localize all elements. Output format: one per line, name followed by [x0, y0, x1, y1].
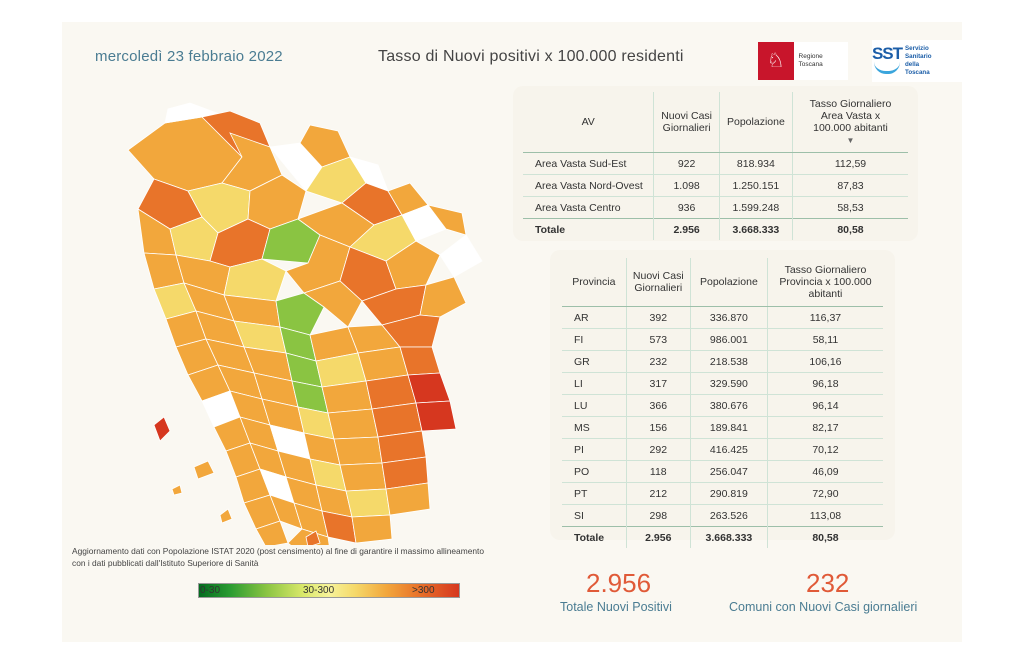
prov-row-tasso: 72,90: [767, 483, 883, 505]
sst-line-3: della: [905, 61, 920, 68]
prov-row-pop: 416.425: [690, 439, 767, 461]
prov-row-nuovi: 232: [626, 351, 690, 373]
av-row-tasso: 112,59: [792, 153, 908, 175]
table-row: [562, 461, 883, 483]
av-row-area: Area Vasta Sud-Est: [523, 153, 654, 175]
sst-line-1: Servizio: [905, 44, 929, 52]
av-total-label: Totale: [523, 219, 654, 241]
prov-row-nuovi: 156: [626, 417, 690, 439]
prov-row-code: PO: [562, 461, 626, 483]
av-total-nuovi: 2.956: [654, 219, 719, 241]
prov-header-pop: Popolazione: [690, 258, 767, 307]
av-total-tasso: 80,58: [792, 219, 908, 241]
area-vasta-table-card: [513, 86, 918, 241]
prov-row-tasso: 82,17: [767, 417, 883, 439]
av-row-pop: 1.250.151: [719, 175, 792, 197]
prov-header-tasso-l2: Provincia x 100.000: [779, 276, 872, 288]
av-row-pop: 818.934: [719, 153, 792, 175]
prov-row-code: FI: [562, 329, 626, 351]
province-table-card: [550, 250, 895, 544]
av-header-tasso-l2: Area Vasta x: [820, 110, 881, 122]
prov-row-tasso: 106,16: [767, 351, 883, 373]
av-total-pop: 3.668.333: [719, 219, 792, 241]
av-row-pop: 1.599.248: [719, 197, 792, 219]
prov-row-tasso: 46,09: [767, 461, 883, 483]
kpi-total-value: 2.956: [586, 568, 652, 598]
sst-mark-icon: SST: [872, 44, 902, 78]
map-svg: [110, 95, 510, 545]
sst-line-2: Sanitario: [905, 52, 932, 60]
prov-row-nuovi: 366: [626, 395, 690, 417]
prov-row-nuovi: 118: [626, 461, 690, 483]
prov-header-tasso: [767, 258, 883, 307]
prov-row-pop: 256.047: [690, 461, 767, 483]
table-total-row: [562, 527, 883, 549]
regione-toscana-logo: [758, 42, 848, 80]
sst-logo-text: [902, 45, 931, 77]
area-vasta-table: [523, 92, 908, 240]
province-table: [562, 258, 883, 548]
prov-row-tasso: 58,11: [767, 329, 883, 351]
sst-line-4: Toscana: [905, 69, 930, 77]
av-row-area: Area Vasta Nord-Ovest: [523, 175, 654, 197]
av-header-pop: Popolazione: [719, 92, 792, 153]
legend-label-low: 0-30: [200, 585, 221, 596]
prov-total-label: Totale: [562, 527, 626, 549]
prov-row-code: PI: [562, 439, 626, 461]
av-header-tasso: [792, 92, 908, 153]
table-row: [562, 307, 883, 329]
prov-row-tasso: 116,37: [767, 307, 883, 329]
prov-row-nuovi: 392: [626, 307, 690, 329]
table-row: [562, 329, 883, 351]
av-row-nuovi: 922: [654, 153, 719, 175]
av-row-nuovi: 1.098: [654, 175, 719, 197]
table-row: [562, 351, 883, 373]
prov-total-pop: 3.668.333: [690, 527, 767, 549]
prov-row-nuovi: 212: [626, 483, 690, 505]
av-row-area: Area Vasta Centro: [523, 197, 654, 219]
table-row: [523, 175, 908, 197]
av-header-nuovi-l1: Nuovi Casi: [661, 110, 712, 122]
prov-row-tasso: 113,08: [767, 505, 883, 527]
pegasus-icon: ♘: [758, 42, 794, 80]
prov-row-nuovi: 292: [626, 439, 690, 461]
av-header-nuovi: [654, 92, 719, 153]
prov-total-tasso: 80,58: [767, 527, 883, 549]
tuscany-choropleth-map[interactable]: [110, 95, 510, 545]
av-row-nuovi: 936: [654, 197, 719, 219]
prov-row-pop: 218.538: [690, 351, 767, 373]
footnote-line-1: Aggiornamento dati con Popolazione ISTAT 2020 (post censimento) al fine di garantire il massimo allineamento: [72, 546, 484, 556]
page-title: Tasso di Nuovi positivi x 100.000 residenti: [378, 48, 684, 65]
prov-row-code: GR: [562, 351, 626, 373]
prov-row-code: LI: [562, 373, 626, 395]
kpi-comuni-value: 232: [806, 568, 850, 598]
regione-toscana-logo-text: Regione Toscana: [798, 52, 823, 68]
prov-row-nuovi: 317: [626, 373, 690, 395]
prov-row-pop: 189.841: [690, 417, 767, 439]
prov-header-nuovi: [626, 258, 690, 307]
prov-row-pop: 263.526: [690, 505, 767, 527]
prov-row-pop: 380.676: [690, 395, 767, 417]
kpi-comuni-label: Comuni con Nuovi Casi giornalieri: [729, 600, 918, 614]
report-date: mercoledì 23 febbraio 2022: [95, 48, 283, 65]
footnote: [72, 545, 562, 569]
av-header-nuovi-l2: Giornalieri: [662, 122, 711, 134]
prov-header-tasso-l3: abitanti: [808, 288, 843, 300]
table-row: [562, 439, 883, 461]
av-header-tasso-l1: Tasso Giornaliero: [809, 98, 892, 110]
prov-row-nuovi: 298: [626, 505, 690, 527]
sort-descending-icon[interactable]: ▼: [846, 136, 855, 145]
prov-row-pop: 329.590: [690, 373, 767, 395]
table-row: [562, 483, 883, 505]
legend-label-mid: 30-300: [303, 585, 335, 596]
prov-header-tasso-l1: Tasso Giornaliero: [784, 264, 867, 276]
sst-logo: [872, 40, 964, 82]
prov-row-pop: 290.819: [690, 483, 767, 505]
table-total-row: [523, 219, 908, 241]
prov-header-nuovi-l1: Nuovi Casi: [632, 270, 684, 282]
prov-row-tasso: 70,12: [767, 439, 883, 461]
prov-header-provincia: Provincia: [562, 258, 626, 307]
prov-row-code: PT: [562, 483, 626, 505]
legend-label-high: >300: [412, 585, 435, 596]
av-header-tasso-l3: 100.000 abitanti: [813, 122, 888, 134]
table-row: [562, 417, 883, 439]
av-row-tasso: 58,53: [792, 197, 908, 219]
prov-row-code: AR: [562, 307, 626, 329]
av-header-area: AV: [523, 92, 654, 153]
prov-total-nuovi: 2.956: [626, 527, 690, 549]
table-row: [562, 395, 883, 417]
table-row: [562, 505, 883, 527]
prov-row-code: SI: [562, 505, 626, 527]
table-row: [562, 373, 883, 395]
kpi-total-label: Totale Nuovi Positivi: [560, 600, 672, 614]
prov-header-nuovi-l2: Giornalieri: [634, 282, 683, 294]
prov-row-pop: 986.001: [690, 329, 767, 351]
table-row: [523, 153, 908, 175]
prov-row-tasso: 96,14: [767, 395, 883, 417]
prov-row-pop: 336.870: [690, 307, 767, 329]
prov-row-nuovi: 573: [626, 329, 690, 351]
prov-row-code: LU: [562, 395, 626, 417]
footnote-line-2: con i dati pubblicati dall'Istituto Superiore di Sanità: [72, 558, 259, 569]
av-row-tasso: 87,83: [792, 175, 908, 197]
prov-row-tasso: 96,18: [767, 373, 883, 395]
prov-row-code: MS: [562, 417, 626, 439]
table-row: [523, 197, 908, 219]
